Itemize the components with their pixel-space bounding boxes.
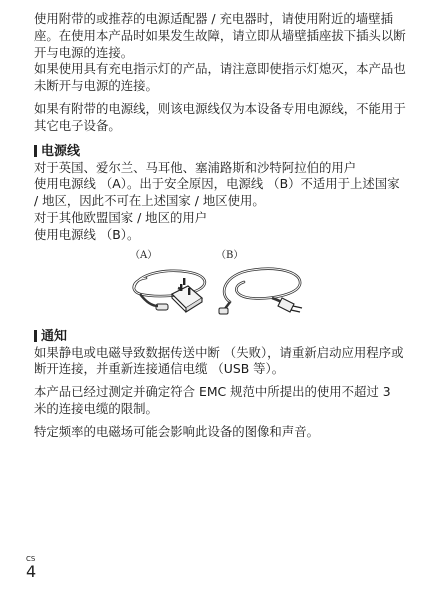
electromagnetic-field-paragraph: 特定频率的电磁场可能会影响此设备的图像和声音。 [34,423,319,439]
power-cord-title: 电源线 [41,143,81,159]
heading-marker [34,330,37,342]
cord-b-usage-line: 使用电源线 （B）。 [34,226,140,242]
cord-exclusive-paragraph: 如果有附带的电源线，则该电源线仅为本设备专用电源线，不能用于其它电子设备。 [34,100,406,133]
adapter-warning-paragraph: 使用附带的或推荐的电源适配器 / 充电器时，请使用附近的墙壁插座。在使用本产品时如果发生故障，请立即从墙壁插座拔下插头以断开与电源的连接。 [34,11,406,60]
page-content [34,11,406,441]
language-code: CS [26,555,36,563]
uk-plug-cord-icon [126,258,216,320]
other-eu-users-line: 对于其他欧盟国家 / 地区的用户 [34,209,208,225]
cord-a-usage-line: 使用电源线 （A）。出于安全原因，电源线 （B）不适用于上述国家 / 地区，因此不可在上述国家 / 地区使用。 [34,176,400,209]
uk-users-line: 对于英国、爱尔兰、马耳他、塞浦路斯和沙特阿拉伯的用户 [34,159,357,175]
cord-a-label: （A） [130,249,158,261]
power-cord-illustration [34,246,406,324]
notice-title: 通知 [41,328,68,344]
cord-b-label: （B） [216,249,244,261]
power-cord-heading [34,143,406,160]
page-number: 4 [26,562,37,581]
static-interruption-paragraph: 如果静电或电磁导致数据传送中断 （失败），请重新启动应用程序或断开连接，并重新连接通信电缆 （USB 等）。 [34,344,404,377]
page-footer [26,555,36,581]
emc-compliance-paragraph: 本产品已经过测定并确定符合 EMC 规范中所提出的使用不超过 3 米的连接电缆的限制。 [34,384,391,416]
euro-plug-cord-icon [216,258,316,320]
charge-indicator-paragraph: 如果使用具有充电指示灯的产品，请注意即使指示灯熄灭，本产品也未断开与电源的连接。 [34,61,406,94]
notice-heading [34,328,406,345]
heading-marker [34,145,37,157]
